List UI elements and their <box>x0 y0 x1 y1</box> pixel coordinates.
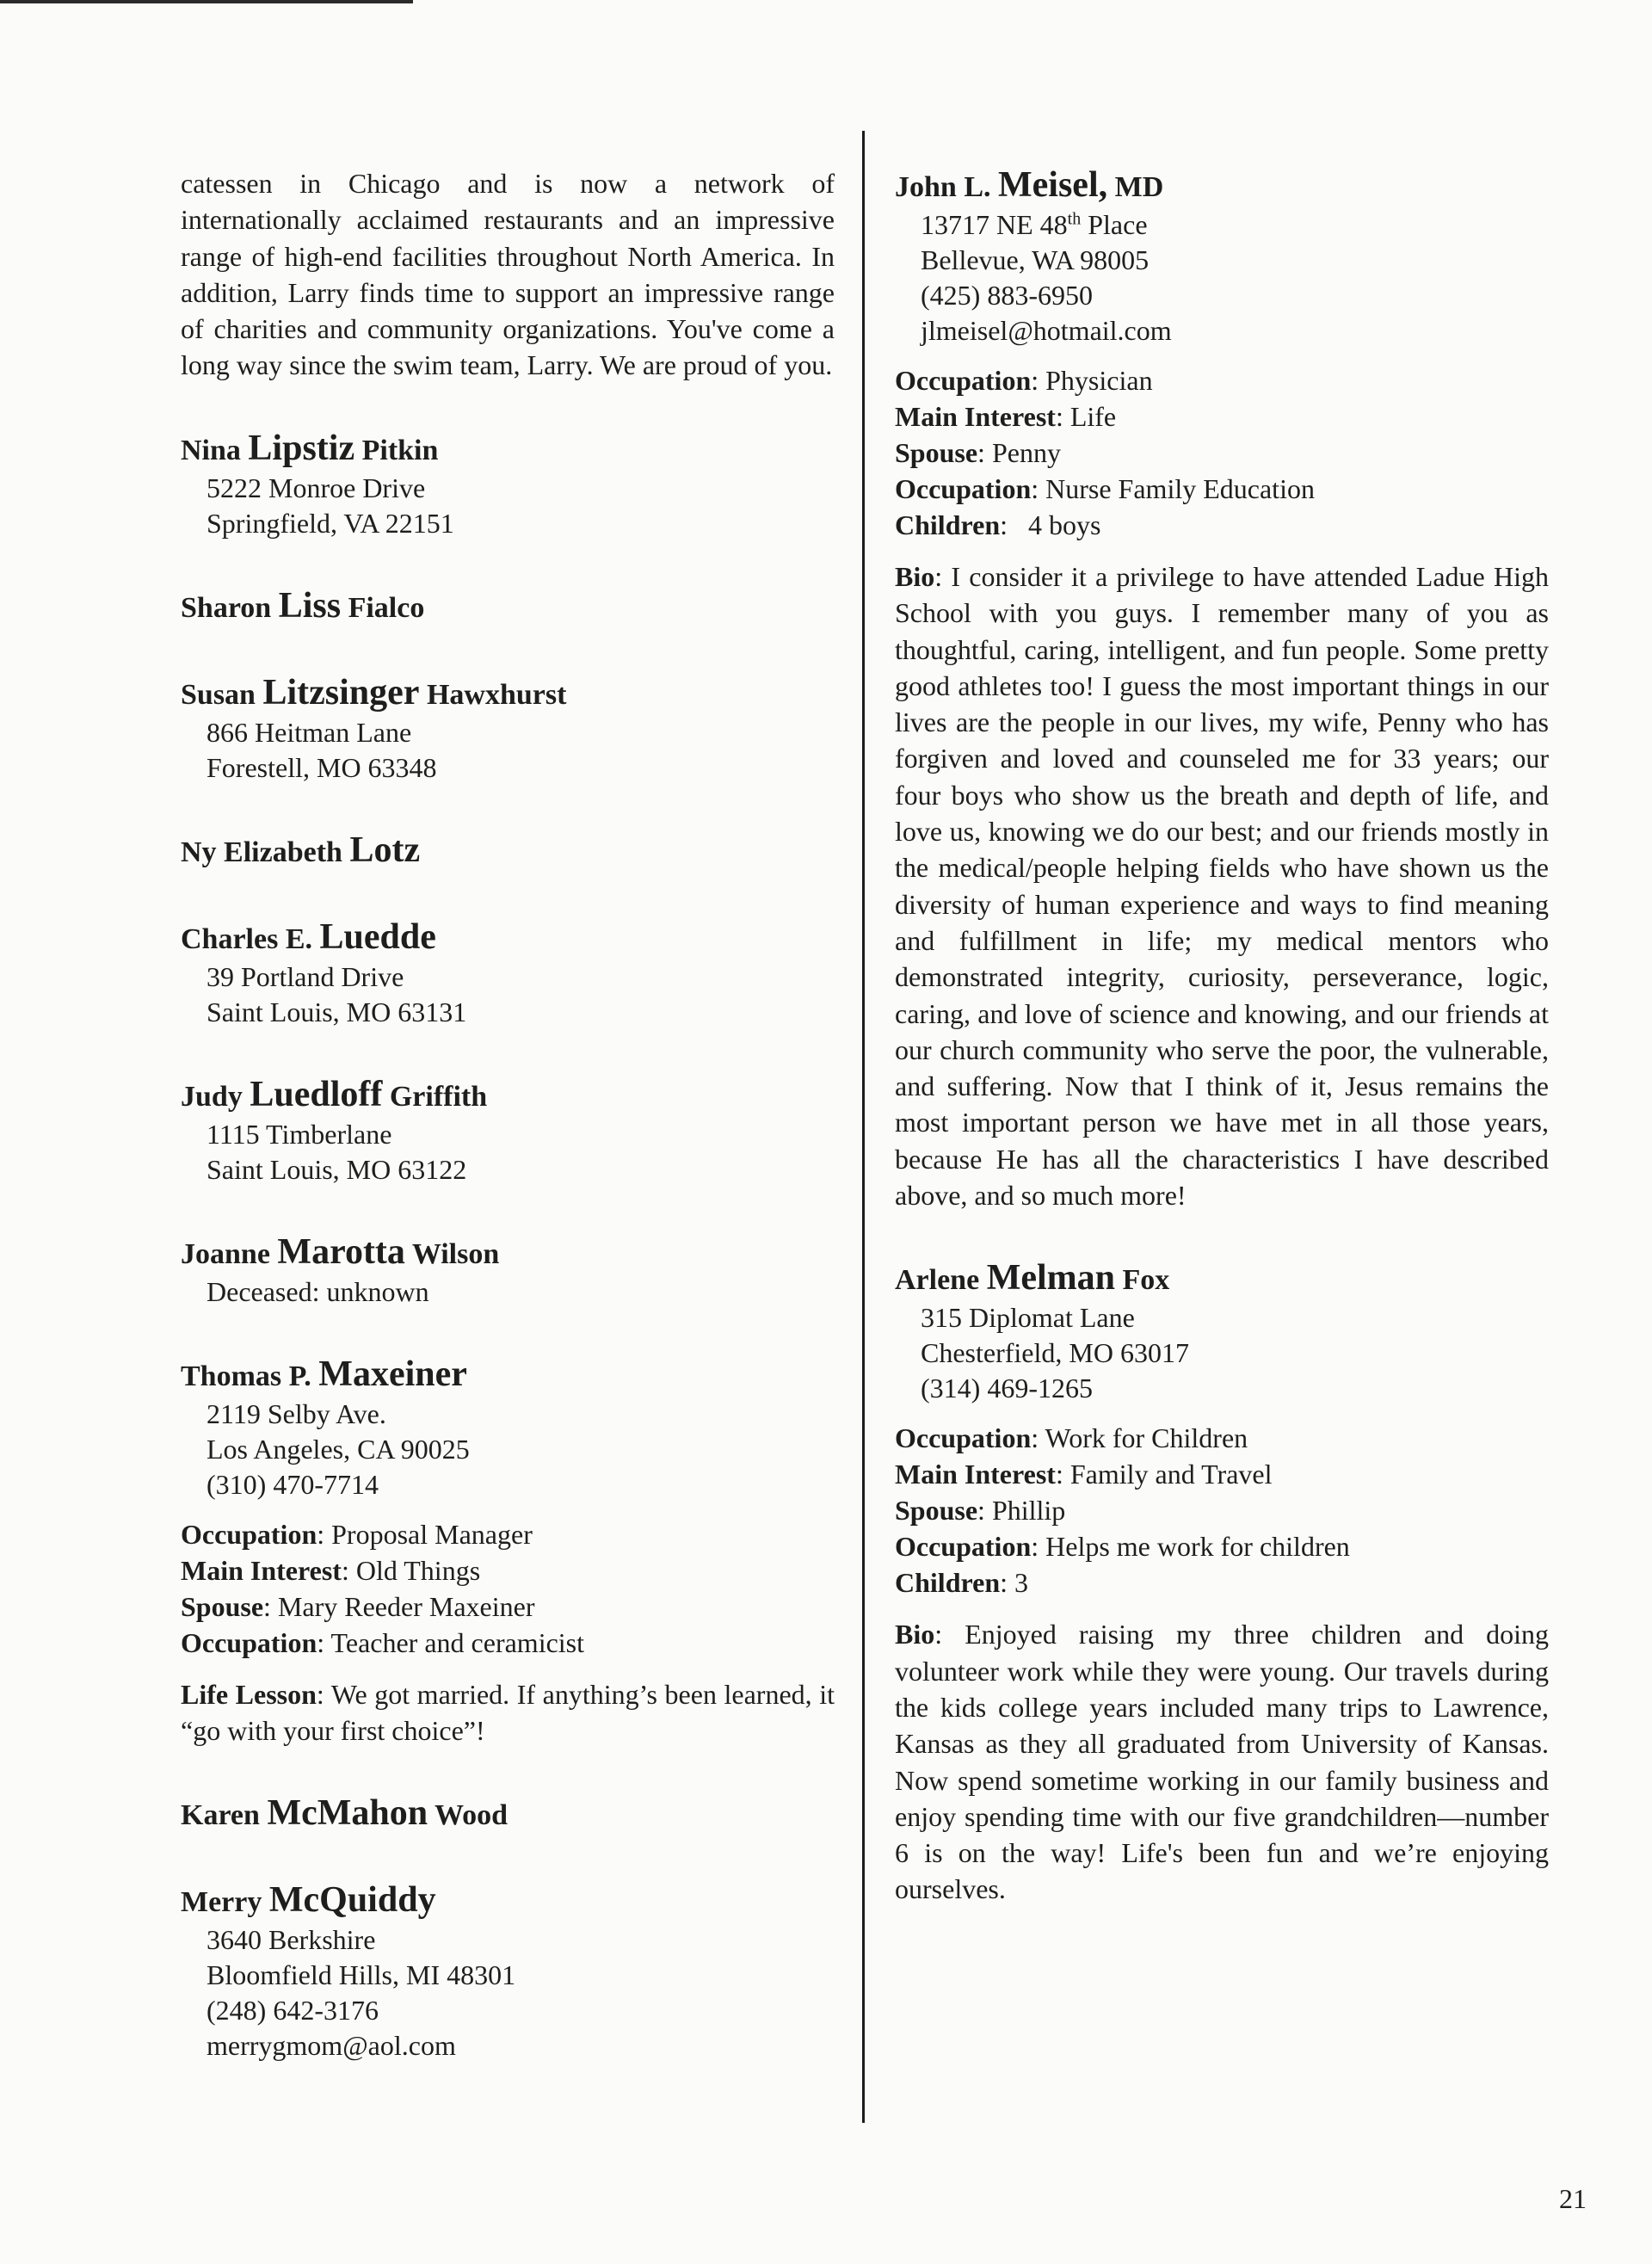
entry-mcquiddy <box>181 1880 835 2064</box>
field-value: Penny <box>991 437 1061 468</box>
name-surname: Liss <box>278 585 342 626</box>
address-line: 1115 Timberlane <box>206 1118 392 1150</box>
field-value: Work for Children <box>1045 1422 1248 1454</box>
email-address: merrygmom@aol.com <box>206 2030 456 2062</box>
entry-luedloff <box>181 1075 835 1188</box>
name-prefix: Nina <box>181 434 241 466</box>
field-label: Occupation <box>895 473 1032 504</box>
page-top-edge <box>0 0 413 3</box>
field-label: Main Interest <box>895 1459 1056 1490</box>
entry-name <box>181 429 835 471</box>
name-prefix: Joanne <box>181 1237 270 1270</box>
street-name: Place <box>1081 209 1148 240</box>
name-surname: Lotz <box>349 830 421 870</box>
field-label: Spouse <box>895 437 978 468</box>
field-value: Physician <box>1045 365 1153 396</box>
life-lesson: Life Lesson: We got married. If anything’s been learned, it “go with your first choice”! <box>181 1678 835 1747</box>
column-divider <box>862 131 865 2123</box>
continuation-text: catessen in Chicago and is now a network of internationally acclaimed restaurants and an impressive range of high-end facilities throughout North America. In addition, Larry finds time to support an impressive range of charities and community organizations. You've come a long way since the swim team, Larry. We are proud of you. <box>181 168 835 381</box>
field-label: Occupation <box>895 365 1032 396</box>
address-block <box>206 1397 835 1502</box>
field-value: Helps me work for children <box>1045 1531 1350 1563</box>
field-value: Nurse Family Education <box>1045 473 1315 504</box>
field-value: Teacher and ceramicist <box>330 1626 585 1658</box>
address-line: 866 Heitman Lane <box>206 716 412 748</box>
address-line: Saint Louis, MO 63122 <box>206 1153 467 1185</box>
field-row: Main Interest: Old Things <box>181 1554 481 1586</box>
name-prefix: Susan <box>181 678 256 711</box>
name-prefix: Judy <box>181 1080 243 1113</box>
bio-label: Life Lesson <box>181 1678 317 1710</box>
name-suffix: Griffith <box>389 1080 488 1113</box>
address-block <box>206 1117 835 1188</box>
name-surname: Meisel, <box>998 165 1108 205</box>
entry-name <box>895 165 1549 207</box>
address-block <box>206 1922 835 2064</box>
address-block <box>206 471 835 541</box>
field-label: Main Interest <box>181 1554 342 1586</box>
name-suffix: Fox <box>1122 1264 1170 1297</box>
name-prefix: Sharon <box>181 591 272 624</box>
bio-block: Bio: I consider it a privilege to have attended Ladue High School with you guys. I remember many of you as thoughtful, caring, intelligent, and fun people. Some pretty good athletes too! I guess the most important things in our lives are the people in our lives, my wife, Penny who has forgiven and loved and counseled me for 33 years; our four boys who show us the breath and depth of life, and love us, knowing we do our best; and our friends mostly in the medical/people helping fields who have shown us the diversity of human experience and ways to find meaning and fulfillment in life; my medical mentors who demonstrated integrity, curiosity, perseverance, logic, caring, and love of science and knowing, and our friends at our church community who serve the poor, the vulnerable, and suffering. Now that I think of it, Jesus remains the most important person we have met in all those years, because He has all the characteristics I have described above, and so much more! <box>895 561 1550 1212</box>
field-label: Main Interest <box>895 401 1056 432</box>
name-surname: Melman <box>986 1258 1115 1299</box>
address-line: 2119 Selby Ave. <box>206 1397 386 1429</box>
address-line: Bellevue, WA 98005 <box>921 244 1150 275</box>
name-suffix: Hawxhurst <box>426 678 567 711</box>
address-line: Saint Louis, MO 63131 <box>206 996 467 1027</box>
entry-lotz <box>181 830 835 873</box>
phone-number: (314) 469-1265 <box>921 1373 1093 1404</box>
address-line: Bloomfield Hills, MI 48301 <box>206 1959 516 1991</box>
entry-name <box>181 1075 835 1117</box>
address-line <box>921 207 1549 243</box>
entry-name <box>181 586 835 628</box>
field-value: Mary Reeder Maxeiner <box>277 1590 535 1622</box>
address-line: Forestell, MO 63348 <box>206 751 437 783</box>
field-row: Occupation: Physician <box>895 365 1153 396</box>
field-label: Children <box>895 509 1001 540</box>
address-line: Springfield, VA 22151 <box>206 507 454 539</box>
entry-maxeiner <box>181 1354 835 1749</box>
name-suffix: Wood <box>434 1799 509 1832</box>
address-block <box>921 1300 1549 1406</box>
street-number: 13717 NE 48 <box>921 209 1068 240</box>
entry-luedde <box>181 917 835 1030</box>
field-value: Life <box>1069 401 1117 432</box>
address-line: Los Angeles, CA 90025 <box>206 1433 470 1465</box>
field-row: Spouse: Phillip <box>895 1495 1066 1527</box>
page-number: 21 <box>1559 2183 1587 2214</box>
address-block <box>206 1274 835 1310</box>
field-value: 4 boys <box>1028 509 1101 540</box>
entry-name <box>181 830 835 873</box>
name-surname: Marotta <box>277 1231 405 1272</box>
name-surname: McMahon <box>267 1793 428 1834</box>
right-column <box>895 165 1549 1908</box>
field-label: Occupation <box>181 1626 317 1658</box>
bio-text: We got married. If anything’s been learned, it “go with your first choice”! <box>181 1678 835 1747</box>
field-row: Main Interest: Family and Travel <box>895 1459 1273 1490</box>
address-block <box>206 959 835 1030</box>
bio-label: Bio <box>895 561 935 592</box>
entry-litzsinger <box>181 673 835 786</box>
field-label: Occupation <box>895 1422 1032 1454</box>
field-value: Family and Travel <box>1069 1459 1273 1490</box>
entry-name <box>181 673 835 715</box>
field-row: Spouse: Penny <box>895 437 1061 468</box>
name-suffix: Fialco <box>348 591 425 624</box>
phone-number: (248) 642-3176 <box>206 1995 379 2026</box>
field-row: Children: 3 <box>895 1567 1028 1599</box>
entry-name <box>181 1880 835 1922</box>
name-surname: McQuiddy <box>268 1880 436 1921</box>
address-line: 39 Portland Drive <box>206 960 404 992</box>
bio-label: Bio <box>895 1619 935 1650</box>
address-line: 315 Diplomat Lane <box>921 1302 1135 1334</box>
address-line: 3640 Berkshire <box>206 1924 376 1956</box>
phone-number: (310) 470-7714 <box>206 1468 379 1500</box>
name-suffix: MD <box>1114 171 1164 203</box>
field-value: Phillip <box>991 1495 1066 1527</box>
left-column <box>181 165 835 2064</box>
info-fields <box>181 1516 835 1661</box>
field-label: Occupation <box>181 1518 317 1550</box>
entry-mcmahon <box>181 1793 835 1835</box>
field-label: Spouse <box>181 1590 264 1622</box>
field-row: Occupation: Helps me work for children <box>895 1531 1350 1563</box>
field-row: Occupation: Proposal Manager <box>181 1518 533 1550</box>
field-value: Old Things <box>355 1554 481 1586</box>
field-label: Children <box>895 1567 1001 1599</box>
field-row: Occupation: Nurse Family Education <box>895 473 1315 504</box>
entry-lipstiz <box>181 429 835 541</box>
bio-block: Bio: Enjoyed raising my three children and doing volunteer work while they were young. Our travels during the kids college years included many trips to Lawrence, Kansas as they all graduated from University of Kansas. Now spend sometime working in our family business and enjoy spending time with our five grandchildren—number 6 is on the way! Life's been fun and we’re enjoying ourselves. <box>895 1619 1550 1905</box>
entry-marotta <box>181 1232 835 1310</box>
name-prefix: Arlene <box>895 1264 980 1297</box>
name-surname: Lipstiz <box>248 428 355 468</box>
name-surname: Litzsinger <box>262 672 420 713</box>
name-prefix: Merry <box>181 1886 262 1919</box>
name-suffix: Pitkin <box>361 434 439 466</box>
name-prefix: Charles E. <box>181 922 312 955</box>
name-surname: Luedloff <box>250 1074 383 1114</box>
address-block <box>921 207 1549 349</box>
name-surname: Luedde <box>319 916 436 957</box>
name-suffix: Wilson <box>411 1237 500 1270</box>
name-surname: Maxeiner <box>318 1354 467 1394</box>
bio-text: I consider it a privilege to have attended Ladue High School with you guys. I remember many of you as thoughtful, caring, intelligent, and fun people. Some pretty good athletes too! I guess the most important things in our lives are the people in our lives, my wife, Penny who has forgiven and loved and counseled me for 33 years; our four boys who show us the breath and depth of life, and love us, knowing we do our best; and our friends mostly in the medical/people helping fields who have shown us the diversity of human experience and ways to find meaning and fulfillment in life; my medical mentors who demonstrated integrity, curiosity, perseverance, logic, caring, and love of science and knowing, and our friends at our church community who serve the poor, the vulnerable, and suffering. Now that I think of it, Jesus remains the most important person we have met in all those years, because He has all the characteristics I have described above, and so much more! <box>895 561 1550 1212</box>
entry-melman <box>895 1258 1549 1907</box>
field-label: Spouse <box>895 1495 978 1527</box>
field-row: Main Interest: Life <box>895 401 1117 432</box>
address-line: Deceased: unknown <box>206 1275 429 1307</box>
bio-text: Enjoyed raising my three children and doing volunteer work while they were young. Our travels during the kids college years included many trips to Lawrence, Kansas as they all graduated from University of Kansas. Now spend sometime working in our family business and enjoy spending time with our five grandchildren—number 6 is on the way! Life's been fun and we’re enjoying ourselves. <box>895 1619 1550 1905</box>
entry-name <box>181 917 835 959</box>
entry-name <box>181 1793 835 1835</box>
address-line: Chesterfield, MO 63017 <box>921 1337 1189 1369</box>
entry-name <box>181 1354 835 1397</box>
field-row: Spouse: Mary Reeder Maxeiner <box>181 1590 535 1622</box>
field-value: Proposal Manager <box>331 1518 533 1550</box>
entry-liss <box>181 586 835 628</box>
name-prefix: Thomas P. <box>181 1360 311 1392</box>
name-prefix: Karen <box>181 1799 260 1832</box>
entry-meisel <box>895 165 1549 1213</box>
entry-name <box>895 1258 1549 1300</box>
info-fields <box>895 362 1549 543</box>
name-prefix: John L. <box>895 171 991 203</box>
field-row: Children: 4 boys <box>895 509 1101 540</box>
name-prefix: Ny Elizabeth <box>181 836 342 868</box>
address-line: 5222 Monroe Drive <box>206 472 426 503</box>
email-address: jlmeisel@hotmail.com <box>921 315 1172 346</box>
field-row: Occupation: Teacher and ceramicist <box>181 1626 585 1658</box>
ordinal-suffix: th <box>1067 209 1082 229</box>
phone-number: (425) 883-6950 <box>921 280 1093 311</box>
field-row: Occupation: Work for Children <box>895 1422 1248 1454</box>
address-block <box>206 715 835 786</box>
field-label: Occupation <box>895 1531 1032 1563</box>
entry-name <box>181 1232 835 1274</box>
info-fields <box>895 1420 1549 1601</box>
field-value: 3 <box>1014 1567 1028 1599</box>
